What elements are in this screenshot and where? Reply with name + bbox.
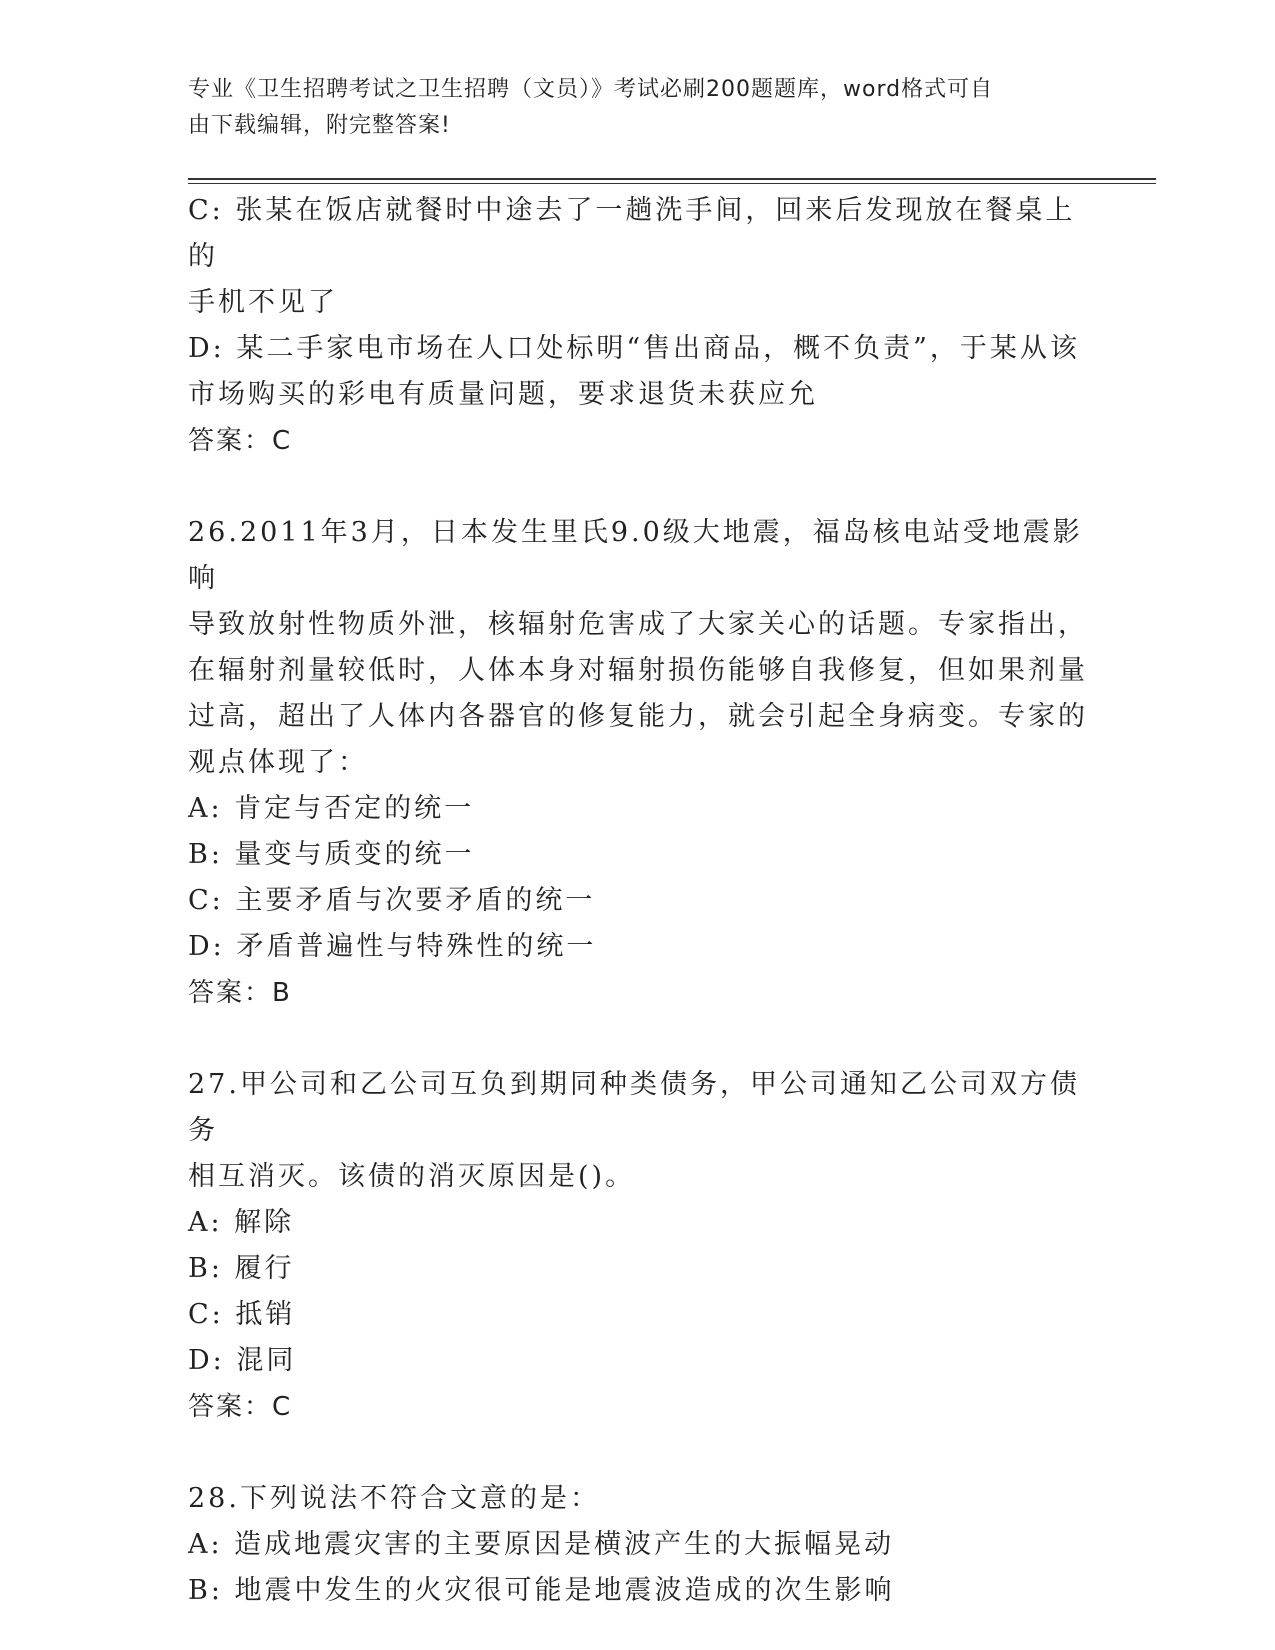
option-d: D: 混同 [188,1345,297,1376]
option-a: A: 解除 [188,1207,295,1238]
option-d-continued: 市场购买的彩电有质量问题，要求退货未获应允 [188,379,818,410]
question-stem-continued: 过高，超出了人体内各器官的修复能力，就会引起全身病变。专家的 [188,701,1088,732]
option-c: C: 主要矛盾与次要矛盾的统一 [188,885,596,916]
document-header [188,72,1068,144]
option-b: B: 量变与质变的统一 [188,839,475,870]
question-26 [188,510,1088,1016]
option-c: C: 抵销 [188,1299,296,1330]
spacer [188,1430,1088,1476]
question-stem-continued: 观点体现了： [188,747,368,778]
answer-line: 答案：C [188,426,293,456]
question-stem: 28.下列说法不符合文意的是： [188,1483,600,1514]
question-25-options [188,188,1088,464]
spacer [188,464,1088,510]
spacer [188,1016,1088,1062]
question-stem-continued: 在辐射剂量较低时，人体本身对辐射损伤能够自我修复，但如果剂量 [188,655,1088,686]
header-divider-thick [188,178,1156,180]
document-body [188,188,1088,1614]
option-d: D: 某二手家电市场在人口处标明“售出商品，概不负责”，于某从该 [188,333,1080,364]
question-stem-continued: 相互消灭。该债的消灭原因是()。 [188,1161,636,1192]
question-stem: 27.甲公司和乙公司互负到期同种类债务，甲公司通知乙公司双方债务 [188,1069,1080,1146]
option-a: A: 肯定与否定的统一 [188,793,475,824]
option-c: C: 张某在饭店就餐时中途去了一趟洗手间，回来后发现放在餐桌上的 [188,195,1076,272]
option-a: A: 造成地震灾害的主要原因是横波产生的大振幅晃动 [188,1529,895,1560]
answer-line: 答案：C [188,1392,293,1422]
question-stem: 26.2011年3月，日本发生里氏9.0级大地震，福岛核电站受地震影响 [188,517,1083,594]
question-stem-continued: 导致放射性物质外泄，核辐射危害成了大家关心的话题。专家指出， [188,609,1088,640]
question-27 [188,1062,1088,1430]
option-c-continued: 手机不见了 [188,287,338,318]
header-divider-thin [188,183,1156,184]
answer-line: 答案：B [188,978,292,1008]
header-line-2: 由下载编辑，附完整答案! [188,113,451,138]
question-28 [188,1476,1088,1614]
option-b: B: 地震中发生的火灾很可能是地震波造成的次生影响 [188,1575,895,1606]
option-d: D: 矛盾普遍性与特殊性的统一 [188,931,597,962]
option-b: B: 履行 [188,1253,295,1284]
header-line-1: 专业《卫生招聘考试之卫生招聘（文员）》考试必刷200题题库，word格式可自 [188,77,994,102]
